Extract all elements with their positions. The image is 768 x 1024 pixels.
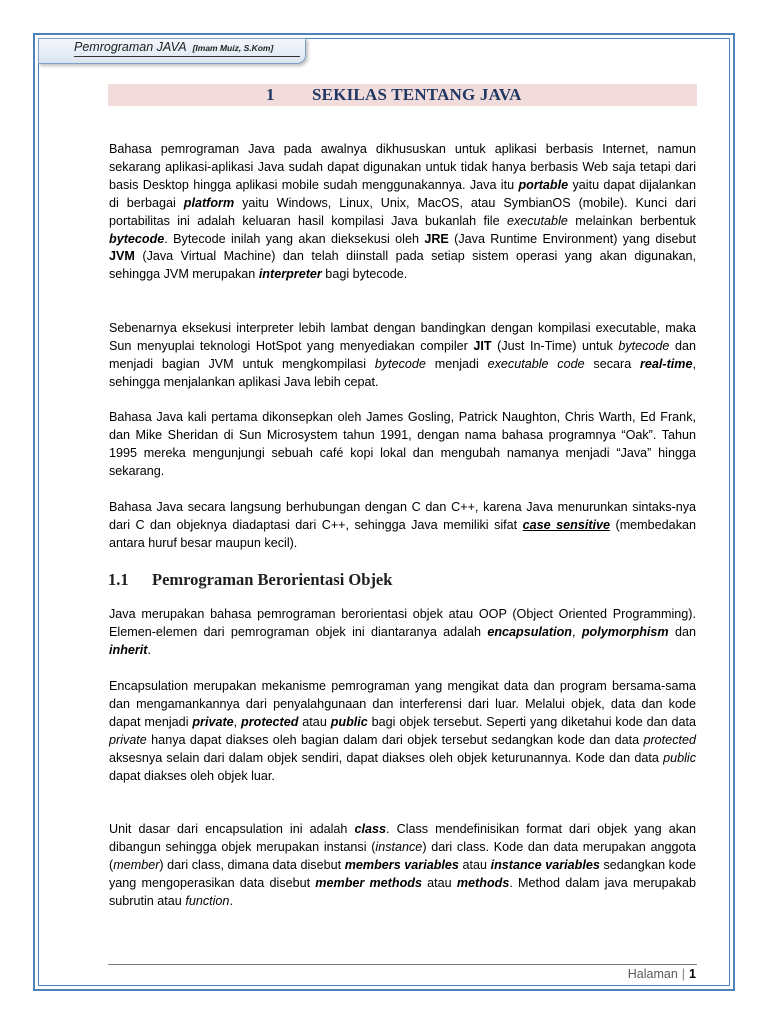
- text-run: hanya dapat diakses oleh bagian dalam dari objek tersebut sedangkan kode dan data: [146, 732, 644, 747]
- text-run: ,: [233, 714, 242, 729]
- emphasis-term: encapsulation: [487, 624, 573, 639]
- paragraph-text: [109, 320, 696, 392]
- paragraph: [109, 606, 696, 660]
- paragraph: [109, 409, 696, 481]
- paragraph-text: [109, 821, 696, 911]
- section-heading: [108, 570, 392, 590]
- text-run: . Class mendefinisikan format dari objek yang akan dibangun sehingga objek merupakan instansi (: [109, 822, 696, 854]
- emphasis-term: executable code: [487, 356, 585, 371]
- paragraph: [109, 320, 696, 392]
- emphasis-term: JIT: [473, 338, 492, 353]
- emphasis-term: private: [109, 732, 147, 747]
- header-title: [74, 40, 273, 54]
- header-underline: [74, 56, 300, 57]
- text-run: (membedakan antara huruf besar maupun kecil).: [109, 517, 696, 550]
- footer-separator: |: [681, 967, 686, 981]
- emphasis-term: protected: [241, 714, 299, 729]
- emphasis-term: member: [113, 857, 160, 872]
- emphasis-term: instance: [375, 839, 423, 854]
- text-run: dapat diakses oleh objek luar.: [109, 768, 275, 783]
- emphasis-term: portable: [518, 177, 569, 192]
- paragraph-text: [109, 499, 696, 553]
- text-run: sedangkan kode yang mengoperasikan data disebut: [109, 857, 696, 890]
- emphasis-term: platform: [183, 195, 235, 210]
- emphasis-term: member methods: [315, 875, 422, 890]
- paragraph: [109, 821, 696, 911]
- chapter-heading: [108, 84, 697, 106]
- emphasis-term: bytecode: [374, 356, 426, 371]
- text-run: ) dari class, dimana data disebut: [159, 857, 345, 872]
- page-number: 1: [689, 967, 696, 981]
- paragraph-text: [109, 409, 696, 481]
- text-run: menjadi: [425, 356, 488, 371]
- footer-rule: [108, 964, 697, 965]
- text-run: atau: [421, 875, 457, 890]
- footer: [628, 967, 696, 981]
- emphasis-term: executable: [506, 213, 568, 228]
- text-run: Unit dasar dari encapsulation ini adalah: [109, 822, 355, 836]
- emphasis-term: instance variables: [490, 857, 600, 872]
- text-run: secara: [584, 356, 640, 371]
- emphasis-term: members variables: [344, 857, 459, 872]
- emphasis-term: bytecode: [109, 231, 165, 246]
- text-run: yaitu Windows, Linux, Unix, MacOS, atau SymbianOS (mobile). Kunci dari portabilitas ini adalah keluaran hasil kompilasi Java bukanlah file: [109, 195, 696, 228]
- text-run: Java merupakan bahasa pemrograman berorientasi objek atau OOP (Object Oriented Programming). Elemen-elemen dari pemrograman objek ini diantaranya adalah: [109, 607, 696, 639]
- paragraph-text: [109, 606, 696, 660]
- paragraph: [109, 499, 696, 553]
- text-run: . Method dalam java merupakab subrutin atau: [109, 875, 696, 908]
- chapter-number: 1: [266, 85, 275, 104]
- text-run: Bahasa pemrograman Java pada awalnya dikhususkan untuk aplikasi berbasis Internet, namun sekarang aplikasi-aplikasi Java sudah dapat digunakan untuk tidak hanya berbasis Web saja tetapi dari basis Desktop hingga aplikasi mobile sudah menggunakannya. Java itu: [109, 142, 696, 192]
- emphasis-term: polymorphism: [581, 624, 669, 639]
- chapter-title: SEKILAS TENTANG JAVA: [312, 85, 522, 104]
- text-run: Sebenarnya eksekusi interpreter lebih lambat dengan bandingkan dengan kompilasi executable, maka Sun menyuplai teknologi HotSpot yang menyediakan compiler: [109, 321, 696, 353]
- emphasis-term: case sensitive: [522, 517, 611, 532]
- text-run: atau: [458, 857, 491, 872]
- paragraph-text: [109, 678, 696, 785]
- text-run: dan menjadi bagian JVM untuk mengkompilasi: [109, 338, 696, 371]
- text-run: , sehingga menjalankan aplikasi Java lebih cepat.: [109, 356, 696, 389]
- emphasis-term: real-time: [640, 356, 693, 371]
- emphasis-term: interpreter: [258, 267, 322, 282]
- text-run: atau: [298, 714, 331, 729]
- text-run: (Java Runtime Environment) yang disebut: [448, 231, 697, 246]
- text-run: dan: [668, 624, 696, 639]
- emphasis-term: inherit: [109, 642, 148, 657]
- text-run: bagi objek tersebut. Seperti yang diketahui kode dan data: [367, 714, 696, 729]
- paragraph: [109, 141, 696, 284]
- emphasis-term: bytecode: [618, 338, 670, 353]
- emphasis-term: public: [663, 750, 696, 765]
- emphasis-term: private: [192, 714, 234, 729]
- emphasis-term: JRE: [424, 231, 449, 246]
- text-run: yaitu dapat dijalankan di berbagai: [109, 177, 696, 210]
- text-run: Bahasa Java secara langsung berhubungan dengan C dan C++, karena Java menurunkan sintaks-nya dari C dan objeknya diadaptasi dari C++, sehingga Java memiliki sifat: [109, 500, 696, 532]
- text-run: bagi bytecode.: [321, 267, 408, 282]
- text-run: ,: [572, 624, 582, 639]
- text-run: aksesnya selain dari dalam objek sendiri, dapat diakses oleh objek keturunannya. Kode dan data: [109, 750, 664, 765]
- section-title: Pemrograman Berorientasi Objek: [152, 570, 393, 589]
- text-run: melainkan berbentuk: [567, 213, 696, 228]
- paragraph-text: [109, 141, 696, 284]
- emphasis-term: protected: [643, 732, 696, 747]
- header-book-title: Pemrograman JAVA: [74, 40, 187, 54]
- footer-label: Halaman: [627, 967, 678, 981]
- emphasis-term: function: [185, 893, 230, 908]
- emphasis-term: class: [354, 822, 387, 836]
- emphasis-term: public: [330, 714, 368, 729]
- text-run: .: [147, 642, 151, 657]
- text-run: (Java Virtual Machine) dan telah diinstall pada setiap sistem operasi yang akan digunakan, sehingga JVM merupakan: [109, 249, 696, 282]
- text-run: . Bytecode inilah yang akan dieksekusi oleh: [164, 231, 425, 246]
- paragraph: [109, 678, 696, 785]
- text-run: Bahasa Java kali pertama dikonsepkan oleh James Gosling, Patrick Naughton, Chris Warth, Ed Frank, dan Mike Sheridan di Sun Microsystem tahun 1991, dengan nama bahasa programnya “Oak”. Tahun 1995 mereka mengunjungi sebuah café kopi lokal dan mengubah namanya menjadi “Java” hingga sekarang.: [109, 410, 696, 478]
- emphasis-term: JVM: [109, 249, 135, 264]
- emphasis-term: methods: [456, 875, 510, 890]
- text-run: (Just In-Time) untuk: [491, 338, 619, 353]
- text-run: Encapsulation merupakan mekanisme pemrograman yang mengikat data dan program bersama-sama dan mengamankannya dari penyalahgunaan dan interferensi dari luar. Melalui objek, data dan kode dapat menjadi: [109, 679, 696, 729]
- text-run: ) dari class. Kode dan data merupakan anggota (: [109, 839, 697, 872]
- section-number: 1.1: [108, 570, 129, 589]
- header-author: [Imam Muiz, S.Kom]: [192, 43, 274, 53]
- text-run: .: [229, 893, 233, 908]
